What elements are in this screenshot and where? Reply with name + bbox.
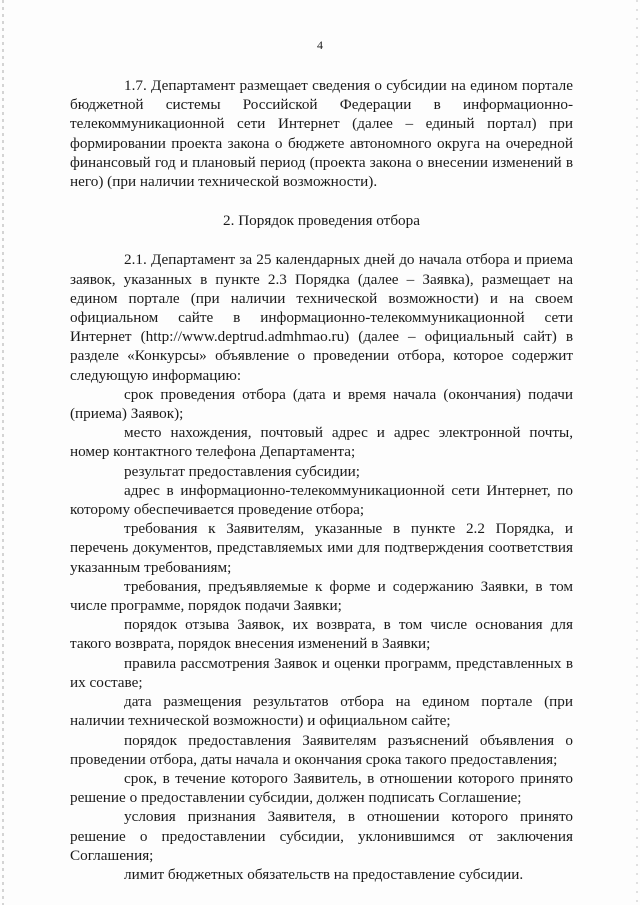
list-item: место нахождения, почтовый адрес и адрес электронной почты, номер контактного телефона Департамента;: [70, 424, 573, 461]
list-item: срок, в течение которого Заявитель, в отношении которого принято решение о предоставлении субсидии, должен подписать Соглашение;: [70, 769, 573, 807]
list-item: лимит бюджетных обязательств на предоставление субсидии.: [124, 865, 524, 883]
list-item: требования, предъявляемые к форме и содержанию Заявки, в том числе программе, порядок подачи Заявки;: [70, 577, 573, 615]
list-item: порядок предоставления Заявителям разъяснений объявления о проведении отбора, даты начала и окончания срока такого предоставления;: [70, 731, 573, 768]
list-item: результат предоставления субсидии;: [124, 462, 360, 480]
list-item: правила рассмотрения Заявок и оценки программ, представленных в их составе;: [70, 654, 573, 691]
document-body: [70, 76, 573, 884]
paragraph-2-1: 2.1. Департамент за 25 календарных дней до начала отбора и приема заявок, указанных в пункте 2.3 Порядка (далее – Заявка), размещает на едином портале (при наличии технической возможности) и на своем официальном сайте в информационно-телекоммуникационной сети Интернет (http://www.deptrud.admhmao.ru) (далее – официальный сайт) в разделе «Конкурсы» объявление о проведении отбора, которое содержит следующую информацию:: [70, 251, 573, 384]
list-item: срок проведения отбора (дата и время начала (окончания) подачи (приема) Заявок);: [70, 385, 573, 423]
paragraph-1-7: 1.7. Департамент размещает сведения о субсидии на едином портале бюджетной системы Российской Федерации в информационно-телекоммуникационной сети Интернет (далее – единый портал) при формировании проекта закона о бюджете автономного округа на очередной финансовый год и плановый период (проекта закона о внесении изменений в него) (при наличии технической возможности).: [70, 77, 573, 191]
page-number: 4: [317, 38, 323, 52]
list-item: требования к Заявителям, указанные в пункте 2.2 Порядка, и перечень документов, представляемых ими для подтверждения соответствия указанным требованиям;: [70, 520, 573, 576]
scan-edge-right: [636, 0, 638, 905]
list-item: порядок отзыва Заявок, их возврата, в том числе основания для такого возврата, порядок внесения изменений в Заявки;: [70, 616, 573, 653]
scan-edge-left: [2, 0, 4, 905]
list-item: адрес в информационно-телекоммуникационной сети Интернет, по которому обеспечивается проведение отбора;: [70, 481, 573, 519]
section-heading: 2. Порядок проведения отбора: [223, 212, 420, 230]
list-item: условия признания Заявителя, в отношении которого принято решение о предоставлении субсидии, уклонившимся от заключения Соглашения;: [70, 808, 573, 864]
list-item: дата размещения результатов отбора на едином портале (при наличии технической возможности) и официальном сайте;: [70, 693, 573, 730]
